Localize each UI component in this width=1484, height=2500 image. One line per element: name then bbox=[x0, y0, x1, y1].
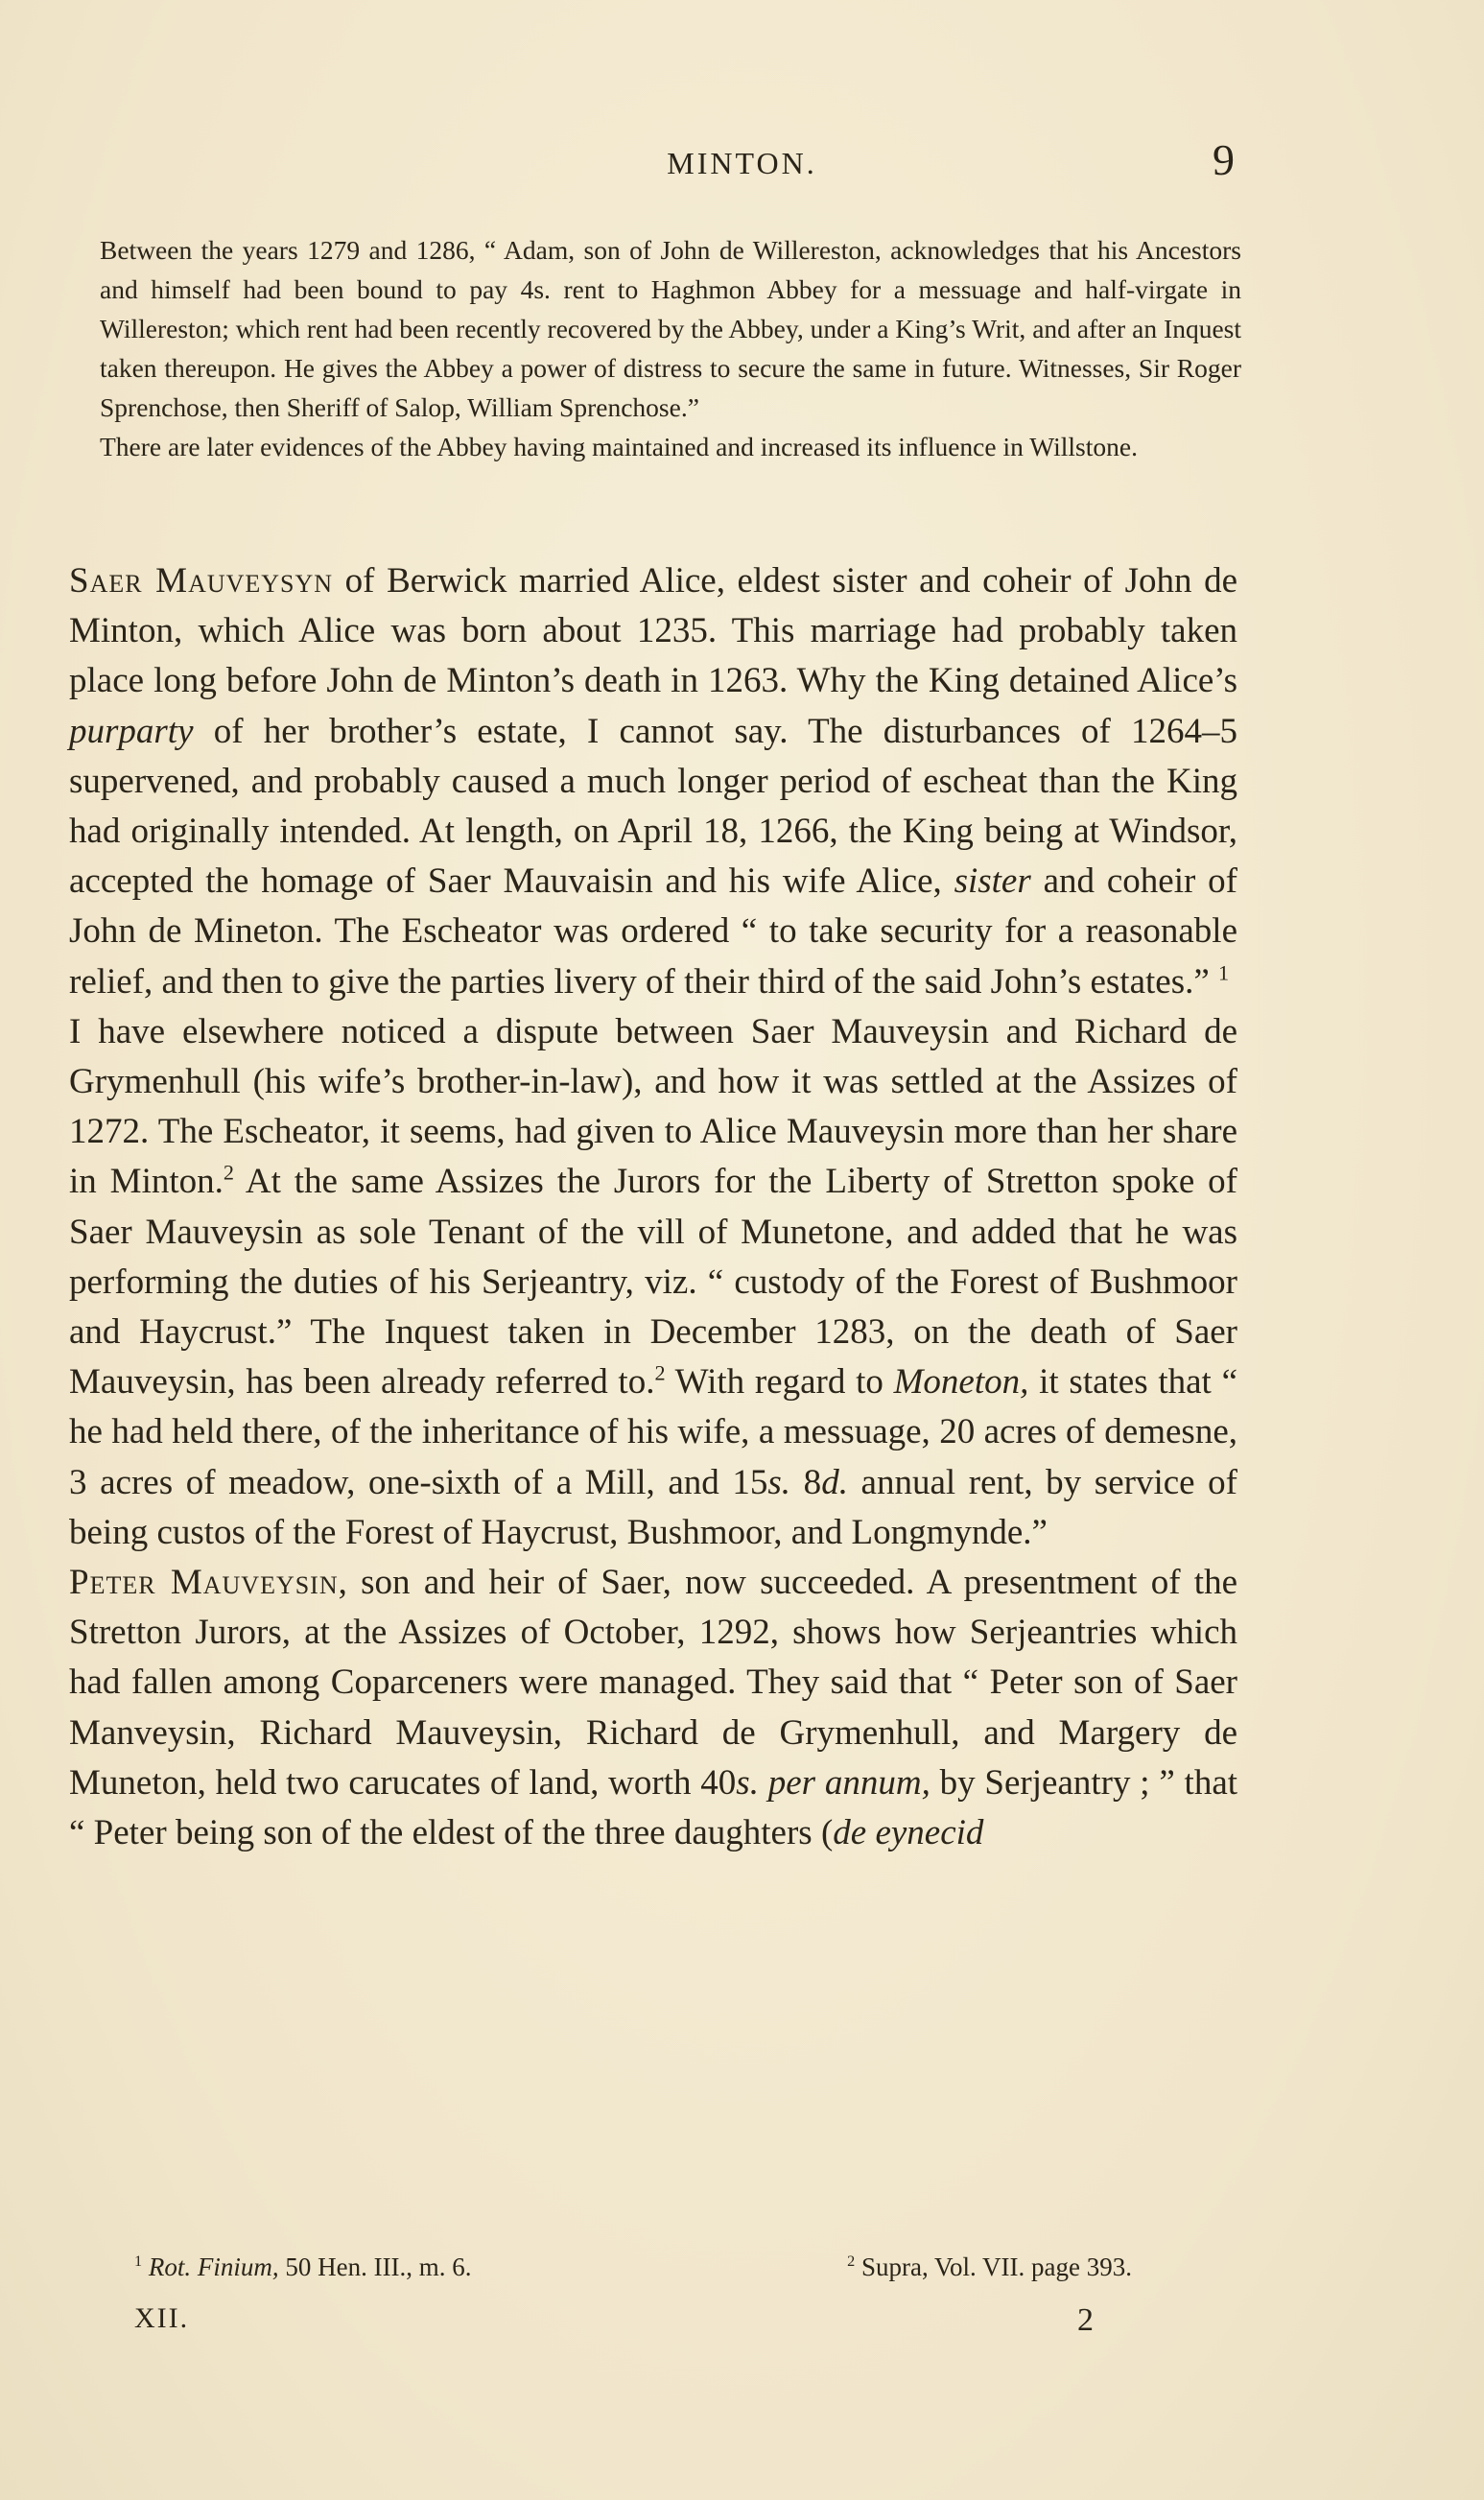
signature-number: 2 bbox=[1077, 2302, 1094, 2338]
footnotes bbox=[134, 2252, 1132, 2282]
footnote-number: 1 bbox=[134, 2252, 143, 2270]
running-head: MINTON. bbox=[667, 146, 817, 180]
text-run: At the same Assizes the Jurors for the Liberty of Stretton spoke of Saer Mauveysin as sole Tenant of the vill of Munetone, and added that he was performing the duties of his Serjeantry, viz. “ custody of the Forest of Bushmoor and Haycrust.” The Inquest taken in December 1283, on the death of Saer Mauveysin, has been already referred to. bbox=[69, 1162, 1237, 1403]
footnote-text: 50 Hen. III., m. 6. bbox=[278, 2252, 472, 2281]
italic-run: sister bbox=[954, 861, 1031, 902]
footnote-source: Rot. Finium, bbox=[148, 2252, 279, 2281]
text-run: and coheir of John de Mineton. The Escheator was ordered “ to take security for a reasonable relief, and then to give the parties livery of their third of the said John’s estates.” bbox=[69, 861, 1237, 1002]
volume-mark: XII. bbox=[134, 2302, 190, 2334]
footnote-number: 2 bbox=[847, 2252, 856, 2270]
person-name: Saer Mauveysyn bbox=[69, 561, 334, 601]
italic-run: purparty bbox=[69, 711, 194, 751]
paragraph-saer bbox=[69, 556, 1237, 1007]
italic-run: Moneton, bbox=[893, 1362, 1029, 1403]
footnote-text: Supra, Vol. VII. page 393. bbox=[855, 2252, 1132, 2281]
italic-run: s. bbox=[736, 1762, 759, 1803]
intro-small-print bbox=[100, 230, 1241, 466]
text-run: With regard to bbox=[665, 1362, 894, 1403]
person-name: Peter Mauveysin bbox=[69, 1563, 339, 1603]
text-run: 8 bbox=[790, 1462, 822, 1502]
text-run: by Serjeantry ; ” that “ Peter being son of the eldest of the three daughters ( bbox=[69, 1762, 1238, 1853]
footnote-marker: 1 bbox=[1218, 960, 1230, 985]
italic-run: d. bbox=[821, 1462, 848, 1502]
footnote-marker: 2 bbox=[654, 1360, 666, 1385]
italic-run: de eynecid bbox=[833, 1813, 984, 1853]
text-run: annual rent, by service of being custos of the Forest of Haycrust, Bushmoor, and Longmynde.” bbox=[69, 1462, 1238, 1552]
text-run: it states that “ he had held there, of the inheritance of his wife, a messuage, 20 acres of demesne, 3 acres of meadow, one-sixth of a Mill, and 15 bbox=[69, 1362, 1237, 1502]
italic-run: s. bbox=[767, 1462, 791, 1502]
paragraph-peter bbox=[69, 1558, 1237, 1858]
page-header bbox=[0, 134, 1484, 192]
paragraph-dispute bbox=[69, 1007, 1237, 1558]
text-run: I have elsewhere noticed a dispute between Saer Mauveysin and Richard de Grymenhull (his wife’s brother-in-law), and how it was settled at the Assizes of 1272. The Escheator, it seems, had given to Alice Mauveysin more than her share in Minton. bbox=[69, 1011, 1237, 1202]
text-run: of Berwick married Alice, eldest sister and coheir of John de Minton, which Alice was born about 1235. This marriage had probably taken place long before John de Minton’s death in 1263. Why the King detained Alice’s bbox=[69, 561, 1237, 701]
small-paragraph: There are later evidences of the Abbey having maintained and increased its influence in Willstone. bbox=[100, 432, 1138, 461]
text-run bbox=[759, 1763, 768, 1803]
small-paragraph: Between the years 1279 and 1286, “ Adam, son of John de Willereston, acknowledges that his Ancestors and himself had been bound to pay 4s. rent to Haghmon Abbey for a messuage and half-virgate in Willereston; which rent had been recently recovered by the Abbey, under a King’s Writ, and after an Inquest taken thereupon. He gives the Abbey a power of distress to secure the same in future. Witnesses, Sir Roger Sprenchose, then Sheriff of Salop, William Sprenchose.” bbox=[100, 235, 1241, 422]
main-text bbox=[69, 556, 1237, 1858]
text-run: of her brother’s estate, I cannot say. The disturbances of 1264–5 supervened, and probably caused a much longer period of escheat than the King had originally intended. At length, on April 18, 1266, the King being at Windsor, accepted the homage of Saer Mauvaisin and his wife Alice, bbox=[69, 711, 1237, 902]
page-number: 9 bbox=[1213, 135, 1235, 184]
footnote bbox=[134, 2252, 472, 2282]
text-run: , son and heir of Saer, now succeeded. A presentment of the Stretton Jurors, at the Assizes of October, 1292, shows how Serjeantries which had fallen among Coparceners were managed. They said that “ Peter son of Saer Manveysin, Richard Mauveysin, Richard de Grymenhull, and Margery de Muneton, held two carucates of land, worth 40 bbox=[69, 1563, 1237, 1803]
italic-run: per annum, bbox=[767, 1762, 930, 1803]
footnote-marker: 2 bbox=[223, 1161, 234, 1186]
footnote bbox=[847, 2252, 1132, 2282]
